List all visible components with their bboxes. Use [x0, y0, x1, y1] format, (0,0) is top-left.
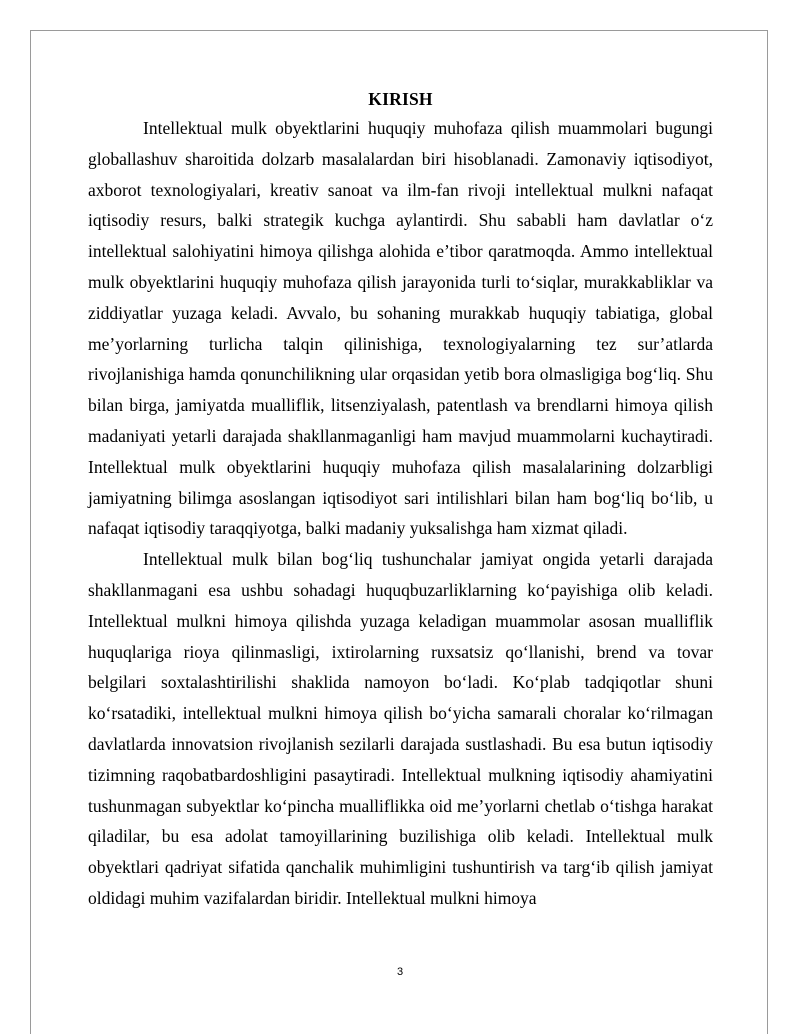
section-title: KIRISH: [368, 89, 433, 109]
document-body: [88, 86, 713, 914]
paragraph-1: Intellektual mulk obyektlarini huquqiy muhofaza qilish muammolari bugungi globallashuv sharoitida dolzarb masalalardan biri hisoblanadi. Zamonaviy iqtisodiyot, axborot texnologiyalari, kreativ sanoat va ilm-fan rivoji intellektual mulkni nafaqat iqtisodiy resurs, balki strategik kuchga aylantirdi. Shu sababli ham davlatlar o‘z intellektual salohiyatini himoya qilishga alohida e’tibor qaratmoqda. Ammo intellektual mulk obyektlarini huquqiy muhofaza qilish jarayonida turli to‘siqlar, murakkabliklar va ziddiyatlar yuzaga keladi. Avvalo, bu sohaning murakkab huquqiy tabiatiga, global me’yorlarning turlicha talqin qilinishiga, texnologiyalarning tez sur’atlarda rivojlanishiga hamda qonunchilikning ular orqasidan yetib bora olmasligiga bog‘liq. Shu bilan birga, jamiyatda mualliflik, litsenziyalash, patentlash va brendlarni himoya qilish madaniyati yetarli darajada shakllanmaganligi ham mavjud muammolarni kuchaytiradi. Intellektual mulk obyektlarini huquqiy muhofaza qilish masalalarining dolzarbligi jamiyatning bilimga asoslangan iqtisodiyot sari intilishlari bilan ham bog‘liq bo‘lib, u nafaqat iqtisodiy taraqqiyotga, balki madaniy yuksalishga ham xizmat qiladi.: [88, 118, 713, 539]
page-number: 3: [396, 966, 404, 978]
paragraph-2: Intellektual mulk bilan bog‘liq tushunchalar jamiyat ongida yetarli darajada shakllanmagani esa ushbu sohadagi huquqbuzarliklarning ko‘payishiga olib keladi. Intellektual mulkni himoya qilishda yuzaga keladigan muammolar asosan mualliflik huquqlariga rioya qilinmasligi, ixtirolarning ruxsatsiz qo‘llanishi, brend va tovar belgilari soxtalashtirilishi shaklida namoyon bo‘ladi. Ko‘plab tadqiqotlar shuni ko‘rsatadiki, intellektual mulkni himoya qilish bo‘yicha samarali choralar ko‘rilmagan davlatlarda innovatsion rivojlanish sezilarli darajada sustlashadi. Bu esa butun iqtisodiy tizimning raqobatbardoshligini pasaytiradi. Intellektual mulkning iqtisodiy ahamiyatini tushunmagan subyektlar ko‘pincha mualliflikka oid me’yorlarni chetlab o‘tishga harakat qiladilar, bu esa adolat tamoyillarining buzilishiga olib keladi. Intellektual mulk obyektlari qadriyat sifatida qanchalik muhimligini tushuntirish va targ‘ib qilish jamiyat oldidagi muhim vazifalardan biridir. Intellektual mulkni himoya: [88, 549, 713, 908]
